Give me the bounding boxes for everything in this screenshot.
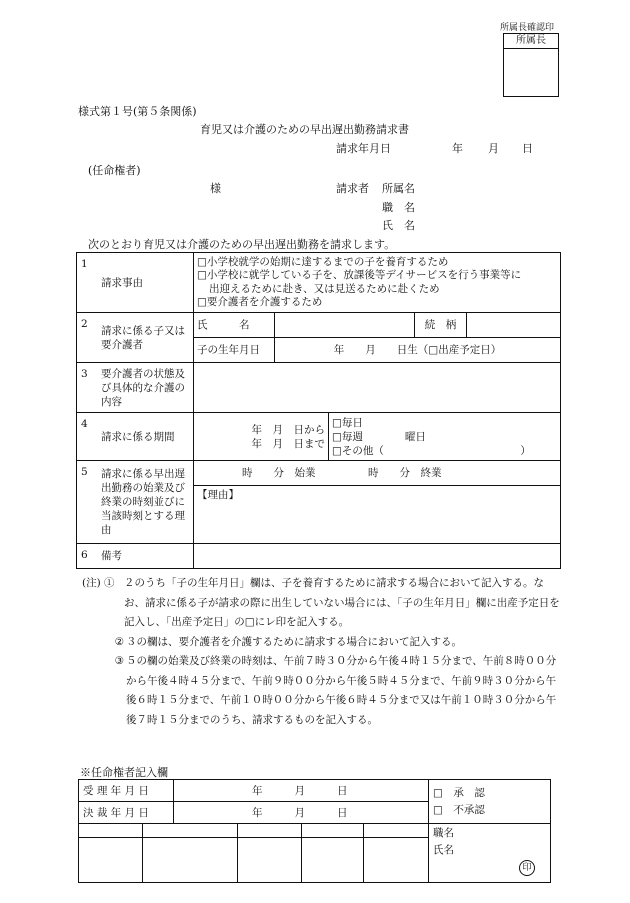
reason-option-care[interactable]: □要介護者を介護するため — [197, 296, 323, 308]
child-name-field[interactable] — [275, 313, 415, 338]
reject-option[interactable]: □ 不承認 — [433, 803, 485, 816]
seal-icon: 印 — [519, 860, 535, 876]
approve-option[interactable]: □ 承 認 — [433, 786, 485, 799]
approver-sign — [429, 824, 551, 883]
approver-name-label: 氏名印 — [433, 842, 546, 876]
intro-text: 次のとおり育児又は介護のための早出遅出勤務を請求します。 — [88, 238, 396, 251]
stamp-caption: 所属長確認印 — [500, 23, 555, 33]
request-date-day: 日 — [522, 142, 533, 155]
request-date-year: 年 — [452, 142, 463, 155]
reason-field[interactable] — [194, 486, 561, 544]
request-table — [76, 252, 561, 569]
row-1-label: 1 請求事由 — [77, 253, 194, 313]
reason-options — [194, 253, 561, 313]
note-item: ③ ５の欄の始業及び終業の時刻は、午前７時３０分から午後４時１５分まで、午前８時００分から午後４時４５分まで、午前９時００分から午後５時４５分まで、午前９時３０分から午後６時１５分まで、午前１０時００分から午後６時４５分まで又は午前１０時３０分から午後７時１５分までのうち、請求するものを記入する。 — [114, 655, 557, 726]
row-reason — [77, 253, 561, 313]
freq-daily[interactable]: □毎日 — [332, 416, 363, 429]
position-label: 職 名 — [382, 201, 415, 214]
form-title: 育児又は介護のための早出遅出勤務請求書 — [200, 123, 409, 136]
record-table — [78, 779, 551, 883]
decision-options — [429, 780, 551, 824]
received-date-label: 受 理 年 月 日 — [79, 780, 174, 802]
approval-cell[interactable] — [238, 824, 302, 838]
approval-cell[interactable] — [143, 824, 238, 838]
received-date-field[interactable]: 年 月 日 — [174, 780, 429, 802]
relation-field[interactable] — [467, 313, 561, 338]
approval-cell[interactable] — [79, 824, 143, 838]
row-5-label: 5 請求に係る早出遅出勤務の始業及び終業の時刻並びに当該時刻とする理由 — [77, 461, 194, 544]
row-6-label: 6 備考 — [77, 544, 194, 569]
reason-option-preschool[interactable]: □小学校就学の始期に達するまでの子を養育するため — [197, 255, 449, 268]
care-content-field[interactable] — [194, 363, 561, 413]
approval-cell[interactable] — [79, 838, 143, 883]
freq-weekly[interactable]: □毎週 曜日 — [332, 430, 426, 443]
row-4-label: 4 請求に係る期間 — [77, 413, 194, 461]
reason-option-school[interactable]: □小学校に就学している子を、放課後等デイサービスを行う事業等に — [197, 269, 522, 281]
row-2-label: 2 請求に係る子又は要介護者 — [77, 313, 194, 363]
approval-cell[interactable] — [143, 838, 238, 883]
name-label: 氏 名 — [382, 219, 415, 232]
appointer-label: (任命権者) — [88, 164, 141, 177]
note-item: ② ３の欄は、要介護者を介護するために請求する場合において記入する。 — [114, 635, 462, 648]
relation-label: 続 柄 — [415, 313, 467, 338]
time-field[interactable]: 時 分 始業 時 分 終業 — [194, 461, 561, 486]
stamp-label: 所属長 — [504, 34, 558, 49]
period-field[interactable] — [194, 413, 329, 461]
stamp-box — [503, 33, 559, 97]
decided-date-field[interactable]: 年 月 日 — [174, 802, 429, 824]
frequency-field — [329, 413, 561, 461]
reason-label: 【理由】 — [197, 489, 239, 501]
birth-field[interactable]: 年 月 日生（□出産予定日） — [275, 338, 561, 363]
requester-label: 請求者 — [336, 182, 369, 195]
request-date-label: 請求年月日 — [336, 142, 391, 155]
approval-cell[interactable] — [302, 838, 364, 883]
approval-cell[interactable] — [364, 838, 429, 883]
birth-label: 子の生年月日 — [194, 338, 275, 363]
form-number: 様式第１号(第５条関係) — [78, 105, 197, 118]
row-3-label: 3 要介護者の状態及び具体的な介護の内容 — [77, 363, 194, 413]
remarks-field[interactable] — [194, 544, 561, 569]
record-title: ※任命権者記入欄 — [80, 766, 168, 779]
honorific: 様 — [210, 182, 221, 195]
approval-cell[interactable] — [238, 838, 302, 883]
decided-date-label: 決 裁 年 月 日 — [79, 802, 174, 824]
period-to: 年 月 日まで — [251, 437, 325, 450]
note-item: (注) ① ２のうち「子の生年月日」欄は、子を養育するために請求する場合において記入する。なお、請求に係る子が請求の際に出生していない場合には、「子の生年月日」欄に出産予定日を記入し、「出産予定日」の□にレ印を記入する。 — [82, 577, 560, 628]
period-from: 年 月 日から — [251, 423, 325, 436]
approver-position-label: 職名 — [433, 827, 455, 839]
approval-cell[interactable] — [364, 824, 429, 838]
reason-option-school-cont: 出迎えるために赴き、又は見送るために赴くため — [209, 282, 440, 295]
child-name-label: 氏 名 — [194, 313, 275, 338]
notes — [82, 574, 560, 730]
approval-cell[interactable] — [302, 824, 364, 838]
affiliation-label: 所属名 — [382, 182, 415, 195]
freq-other[interactable]: □その他（ ） — [332, 444, 531, 457]
request-date-month: 月 — [488, 142, 499, 155]
